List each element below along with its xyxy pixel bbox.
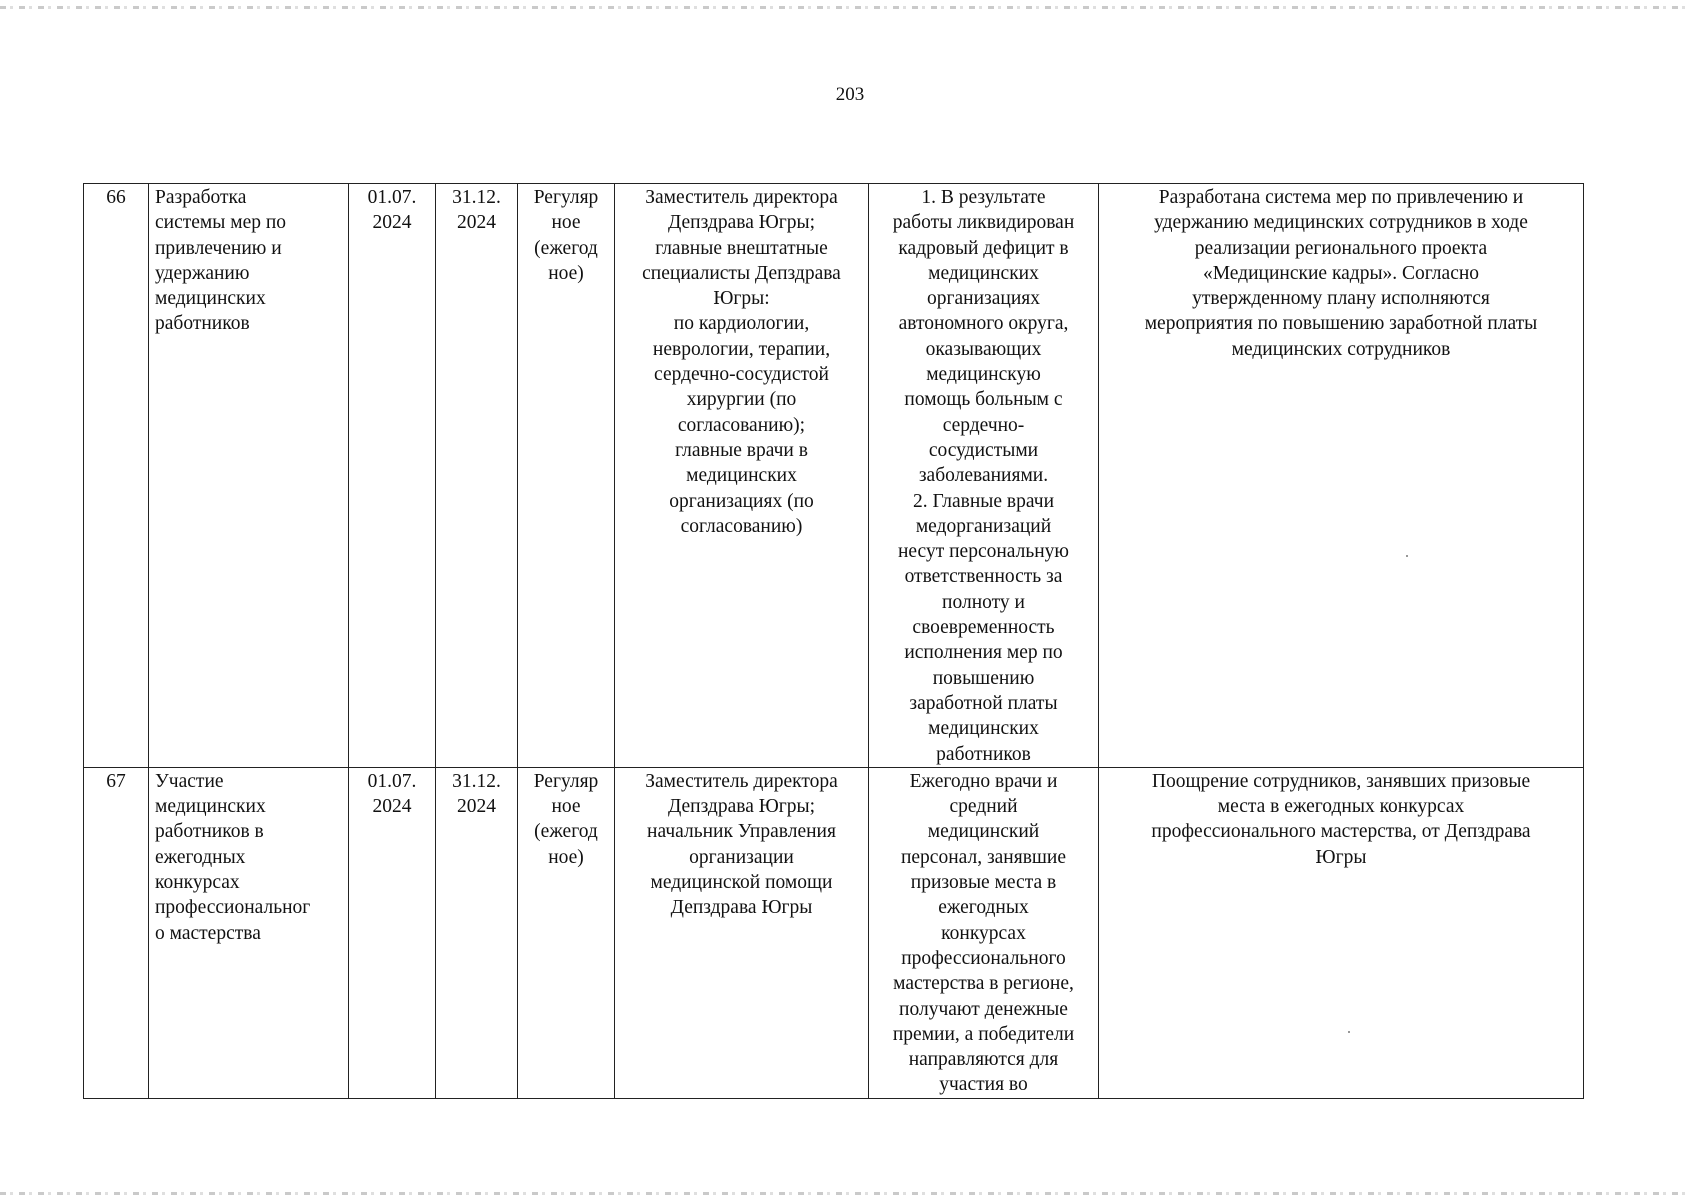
cell-line: направляются для xyxy=(908,1049,1059,1071)
cell-line: средний xyxy=(949,796,1018,818)
responsible xyxy=(615,184,869,768)
cell-line: медицинских xyxy=(928,262,1039,284)
cell-line: сосудистыми xyxy=(928,439,1039,461)
cell-line: медицинскую xyxy=(926,364,1041,386)
cell-line: медицинских xyxy=(155,796,266,818)
cell-line: согласованию); xyxy=(677,414,806,436)
cell-line: удержанию xyxy=(155,262,250,284)
table-row xyxy=(84,767,1584,1098)
start-date xyxy=(349,767,436,1098)
cell-line: организации xyxy=(689,846,794,868)
end-date xyxy=(436,767,518,1098)
cell-line: медицинских xyxy=(155,288,266,310)
cell-line: профессиональног xyxy=(155,897,311,919)
cell-line: главные внештатные xyxy=(655,237,828,259)
cell-line: 2024 xyxy=(457,796,496,818)
cell-line: 31.12. xyxy=(452,187,501,208)
cell-line: заболеваниями. xyxy=(918,465,1049,487)
cell-line: работников xyxy=(155,313,250,335)
cell-line: ное) xyxy=(548,846,584,868)
cell-line: мероприятия по повышению заработной платы xyxy=(1144,313,1538,335)
cell-line: Югры xyxy=(1315,846,1367,868)
end-date xyxy=(436,184,518,768)
row-number: 66 xyxy=(84,184,149,768)
cell-line: Заместитель директора xyxy=(645,187,838,208)
cell-line: организациях (по xyxy=(669,490,814,512)
page-number: 203 xyxy=(835,84,865,105)
cell-line: ежегодных xyxy=(155,846,246,868)
cell-line: сердечно- xyxy=(942,414,1025,436)
cell-line: Депздрава Югры xyxy=(670,897,813,919)
cell-line: привлечению и xyxy=(155,237,282,259)
cell-line: медицинских xyxy=(928,718,1039,740)
cell-line: главные врачи в xyxy=(675,439,808,461)
expected-result xyxy=(869,767,1099,1098)
cell-line: Поощрение сотрудников, занявших призовые xyxy=(1151,770,1531,792)
cell-line: места в ежегодных конкурсах xyxy=(1217,796,1465,818)
cell-line: «Медицинские кадры». Согласно xyxy=(1202,262,1480,284)
cell-line: Участие xyxy=(155,770,224,792)
cell-line: медорганизаций xyxy=(915,515,1052,537)
cell-line: (ежегод xyxy=(534,821,598,843)
cell-line: помощь больным с xyxy=(904,389,1063,411)
cell-line: 2024 xyxy=(372,212,412,234)
periodicity xyxy=(518,184,615,768)
cell-line: оказывающих xyxy=(925,338,1042,360)
cell-line: кадровый дефицит в xyxy=(898,237,1069,259)
cell-line: 2. Главные врачи xyxy=(912,490,1055,512)
cell-line: несут персональную xyxy=(897,541,1069,563)
cell-line: получают денежные xyxy=(899,998,1068,1020)
cell-line: мастерства в регионе, xyxy=(893,973,1074,995)
cell-line: работников в xyxy=(155,821,264,843)
cell-line: Заместитель директора xyxy=(645,770,838,792)
scan-edge-bottom xyxy=(0,1192,1686,1195)
cell-line: заработной платы xyxy=(909,692,1058,714)
cell-line: Разработана система мер по привлечению и xyxy=(1158,187,1524,208)
row-number: 67 xyxy=(84,767,149,1098)
cell-line: призовые места в xyxy=(910,872,1057,894)
cell-line: конкурсах xyxy=(941,922,1026,944)
cell-line: участия во xyxy=(939,1074,1028,1096)
scan-speck xyxy=(1348,1031,1350,1033)
cell-line: Югры: xyxy=(713,288,770,310)
cell-line: 1. В результате xyxy=(921,187,1046,208)
cell-line: работников xyxy=(936,743,1031,765)
cell-line: повышению xyxy=(932,667,1035,689)
cell-line: конкурсах xyxy=(155,872,240,894)
cell-line: ное xyxy=(551,796,581,818)
cell-line: сердечно-сосудистой xyxy=(654,364,829,386)
periodicity xyxy=(518,767,615,1098)
measures-table xyxy=(83,183,1584,1099)
cell-line: профессионального xyxy=(901,947,1066,969)
measure-name xyxy=(149,767,349,1098)
expected-result xyxy=(869,184,1099,768)
cell-line: Разработка xyxy=(155,187,247,208)
cell-line: ное xyxy=(551,212,581,234)
cell-line: персонал, занявшие xyxy=(900,846,1067,868)
cell-line: 31.12. xyxy=(452,770,501,792)
scan-edge-top xyxy=(0,6,1686,9)
cell-line: хирургии (по xyxy=(686,389,797,411)
cell-line: системы мер по xyxy=(155,212,287,234)
responsible xyxy=(615,767,869,1098)
cell-line: неврологии, терапии, xyxy=(652,338,831,360)
cell-line: профессионального мастерства, от Депздрава xyxy=(1151,821,1531,843)
cell-line: Депздрава Югры; xyxy=(667,212,816,234)
start-date xyxy=(349,184,436,768)
cell-line: согласованию) xyxy=(680,515,803,537)
cell-line: автономного округа, xyxy=(898,313,1069,335)
cell-line: организациях xyxy=(927,288,1040,310)
cell-line: медицинской помощи xyxy=(650,872,833,894)
table-row xyxy=(84,184,1584,768)
cell-line: ежегодных xyxy=(938,897,1029,919)
cell-line: премии, а победители xyxy=(892,1023,1075,1045)
cell-line: реализации регионального проекта xyxy=(1194,237,1488,259)
cell-line: Регуляр xyxy=(533,187,599,208)
cell-line: медицинский xyxy=(927,821,1040,843)
result-summary xyxy=(1099,767,1584,1098)
scan-speck xyxy=(1406,555,1408,557)
cell-line: Депздрава Югры; xyxy=(667,796,816,818)
measure-name xyxy=(149,184,349,768)
cell-line: (ежегод xyxy=(534,237,598,259)
cell-line: 01.07. xyxy=(367,187,417,208)
cell-line: Регуляр xyxy=(533,770,599,792)
cell-line: 2024 xyxy=(457,212,496,234)
cell-line: специалисты Депздрава xyxy=(642,262,841,284)
cell-line: по кардиологии, xyxy=(673,313,810,335)
cell-line: утвержденному плану исполняются xyxy=(1192,288,1490,310)
cell-line: начальник Управления xyxy=(647,821,836,843)
cell-line: ное) xyxy=(548,262,584,284)
cell-line: Ежегодно врачи и xyxy=(909,770,1058,792)
table-body xyxy=(84,184,1584,1099)
cell-line: ответственность за xyxy=(904,566,1063,588)
cell-line: медицинских сотрудников xyxy=(1231,338,1451,360)
cell-line: работы ликвидирован xyxy=(892,212,1075,234)
cell-line: 2024 xyxy=(372,796,412,818)
cell-line: удержанию медицинских сотрудников в ходе xyxy=(1154,212,1528,234)
cell-line: медицинских xyxy=(686,465,797,487)
cell-line: исполнения мер по xyxy=(904,642,1063,664)
result-summary xyxy=(1099,184,1584,768)
cell-line: полноту и xyxy=(942,591,1025,613)
cell-line: 01.07. xyxy=(367,770,417,792)
cell-line: о мастерства xyxy=(155,922,261,944)
cell-line: своевременность xyxy=(912,617,1055,639)
